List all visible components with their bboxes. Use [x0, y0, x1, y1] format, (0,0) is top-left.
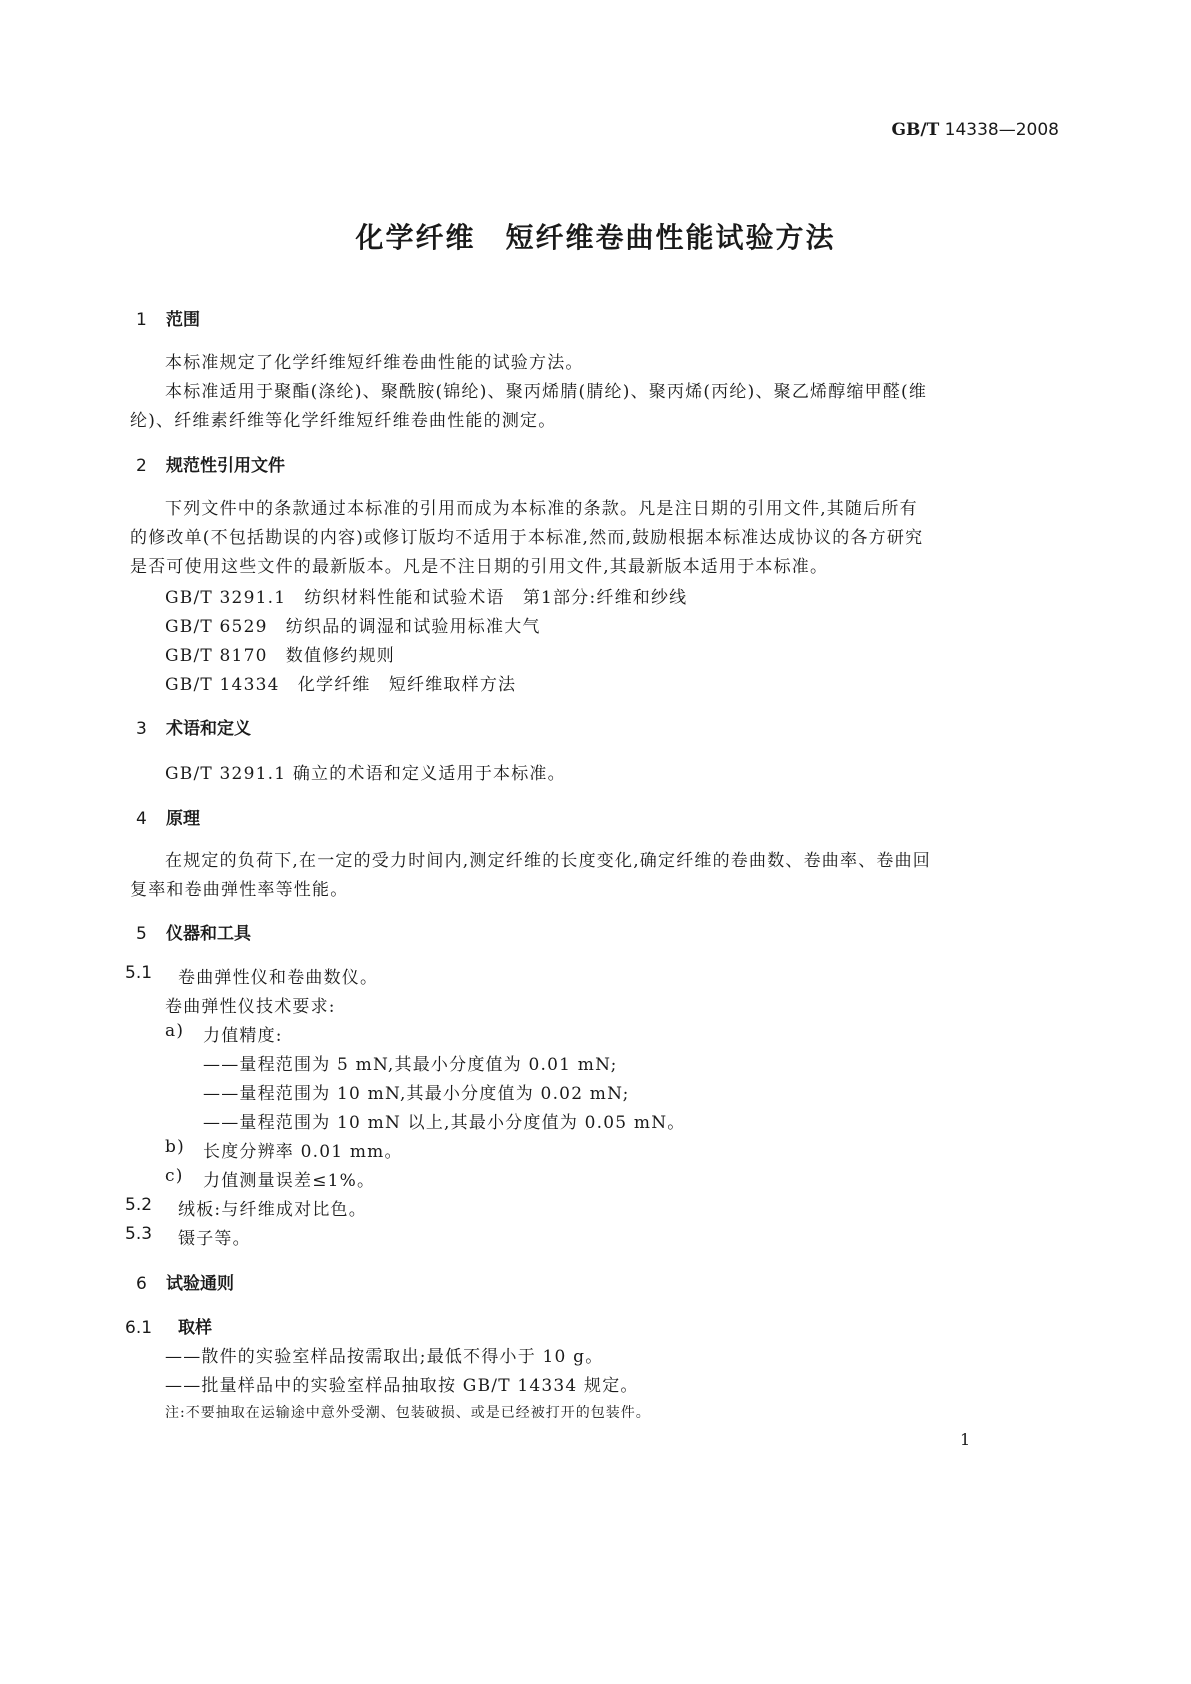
reference-item: GB/T 8170 数值修约规则	[165, 646, 396, 666]
section-title: 术语和定义	[166, 719, 251, 739]
section-2-heading	[136, 451, 285, 476]
s1-paragraph-2-line-1: 本标准适用于聚酯(涤纶)、聚酰胺(锦纶)、聚丙烯腈(腈纶)、聚丙烯(丙纶)、聚乙烯醇缩甲醛(维	[165, 382, 928, 402]
clause-title: 取样	[178, 1318, 212, 1338]
list-c-text: 力值测量误差≤1%。	[203, 1171, 376, 1191]
section-number: 4	[136, 809, 147, 829]
note: 注:不要抽取在运输途中意外受潮、包装破损、或是已经被打开的包装件。	[165, 1405, 651, 1421]
clause-5-1-text: 卷曲弹性仪和卷曲数仪。	[178, 968, 379, 988]
document-title: 化学纤维 短纤维卷曲性能试验方法	[355, 221, 836, 254]
list-a-text: 力值精度:	[203, 1026, 283, 1046]
s4-paragraph-line-1: 在规定的负荷下,在一定的受力时间内,测定纤维的长度变化,确定纤维的卷曲数、卷曲率、卷曲回	[165, 851, 932, 871]
s2-paragraph-line-1: 下列文件中的条款通过本标准的引用而成为本标准的条款。凡是注日期的引用文件,其随后所有	[165, 499, 918, 519]
clause-5-2-text: 绒板:与纤维成对比色。	[178, 1200, 367, 1220]
dash-item: ——量程范围为 10 mN 以上,其最小分度值为 0.05 mN。	[203, 1113, 686, 1133]
s2-paragraph-line-2: 的修改单(不包括勘误的内容)或修订版均不适用于本标准,然而,鼓励根据本标准达成协议的各方研究	[130, 528, 924, 548]
s1-paragraph-1: 本标准规定了化学纤维短纤维卷曲性能的试验方法。	[165, 353, 584, 373]
section-number: 3	[136, 719, 147, 739]
reference-item: GB/T 14334 化学纤维 短纤维取样方法	[165, 675, 517, 695]
list-a-label: a)	[165, 1021, 185, 1041]
section-6-heading	[136, 1269, 234, 1294]
dash-item: ——量程范围为 10 mN,其最小分度值为 0.02 mN;	[203, 1084, 630, 1104]
clause-5-3-text: 镊子等。	[178, 1229, 251, 1249]
section-4-heading	[136, 804, 200, 829]
section-number: 2	[136, 456, 147, 476]
list-b-text: 长度分辨率 0.01 mm。	[203, 1142, 403, 1162]
dash-item: ——散件的实验室样品按需取出;最低不得小于 10 g。	[165, 1347, 604, 1367]
reference-item: GB/T 3291.1 纺织材料性能和试验术语 第1部分:纤维和纱线	[165, 588, 688, 608]
section-3-heading	[136, 714, 251, 739]
list-b-label: b)	[165, 1137, 185, 1157]
section-number: 6	[136, 1274, 147, 1294]
standard-prefix: GB/T	[891, 120, 940, 140]
section-title: 范围	[166, 310, 200, 330]
section-1-heading	[136, 305, 200, 330]
reference-item: GB/T 6529 纺织品的调湿和试验用标准大气	[165, 617, 541, 637]
list-c-label: c)	[165, 1166, 184, 1186]
clause-5-2-number: 5.2	[125, 1195, 153, 1215]
dash-item: ——量程范围为 5 mN,其最小分度值为 0.01 mN;	[203, 1055, 618, 1075]
s2-paragraph-line-3: 是否可使用这些文件的最新版本。凡是不注日期的引用文件,其最新版本适用于本标准。	[130, 557, 829, 577]
dash-item: ——批量样品中的实验室样品抽取按 GB/T 14334 规定。	[165, 1376, 639, 1396]
section-5-heading	[136, 919, 251, 944]
clause-5-1-number: 5.1	[125, 963, 153, 983]
section-title: 原理	[166, 809, 200, 829]
section-title: 仪器和工具	[166, 924, 251, 944]
standard-code: 14338—2008	[944, 120, 1059, 140]
clause-5-3-number: 5.3	[125, 1224, 153, 1244]
section-title: 试验通则	[166, 1274, 234, 1294]
clause-5-1-subtitle: 卷曲弹性仪技术要求:	[165, 997, 336, 1017]
section-title: 规范性引用文件	[166, 456, 285, 476]
section-number: 1	[136, 310, 147, 330]
s1-paragraph-2-line-2: 纶)、纤维素纤维等化学纤维短纤维卷曲性能的测定。	[130, 411, 557, 431]
clause-6-1-heading	[125, 1313, 212, 1338]
clause-number: 6.1	[125, 1318, 153, 1338]
standard-number	[892, 120, 1060, 140]
s4-paragraph-line-2: 复率和卷曲弹性率等性能。	[130, 880, 349, 900]
page-number: 1	[960, 1430, 971, 1449]
section-number: 5	[136, 924, 147, 944]
s3-paragraph: GB/T 3291.1 确立的术语和定义适用于本标准。	[165, 764, 566, 784]
